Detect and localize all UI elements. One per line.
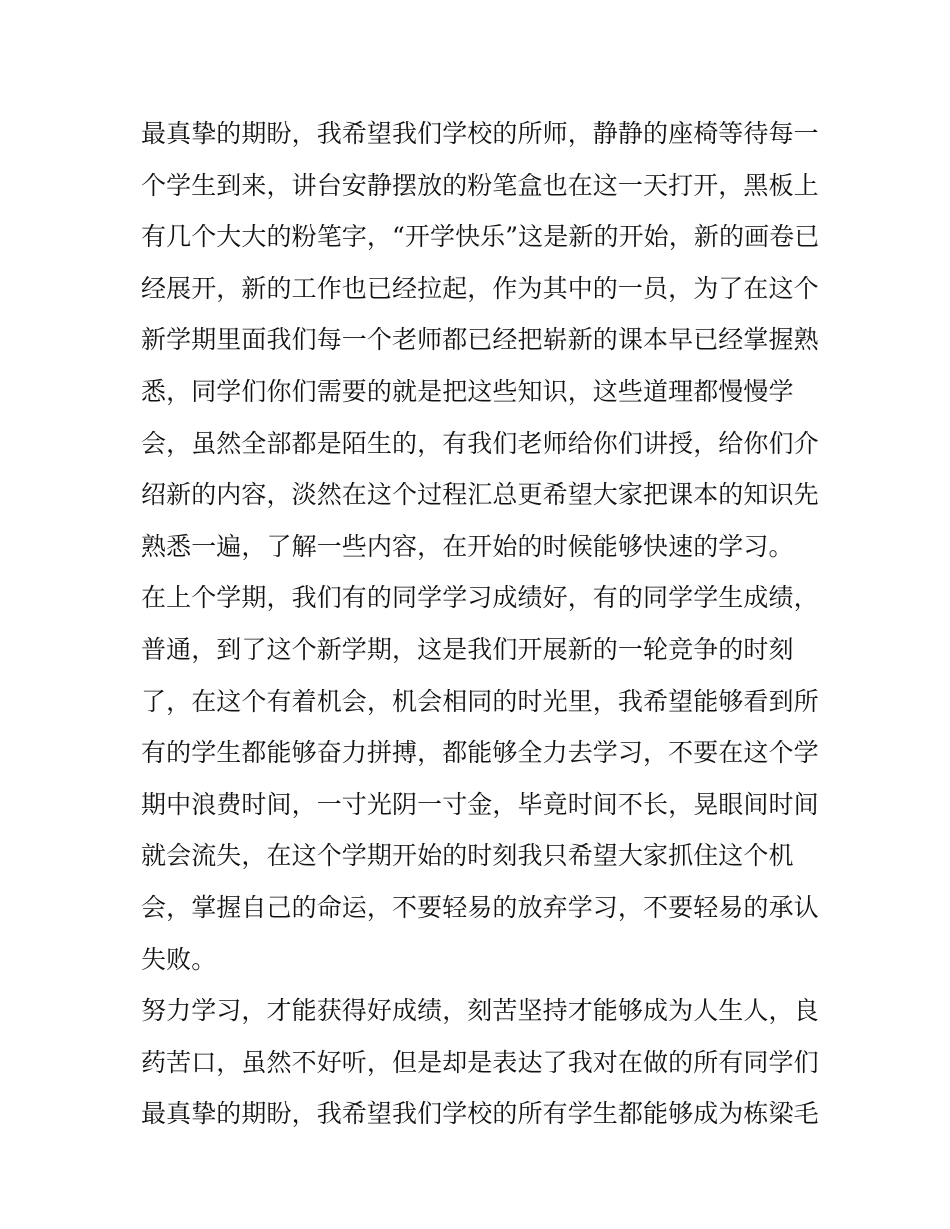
text-line: 绍新的内容，淡然在这个过程汇总更希望大家把课本的知识先 — [141, 480, 819, 510]
text-line: 失败。 — [141, 944, 217, 974]
text-line: 最真挚的期盼，我希望我们学校的所有学生都能够成为栋梁毛 — [141, 1099, 819, 1129]
text-line: 有的学生都能够奋力拼搏，都能够全力去学习，不要在这个学 — [141, 738, 819, 768]
text-line: 个学生到来，讲台安静摆放的粉笔盒也在这一天打开，黑板上 — [141, 170, 819, 200]
text-line: 努力学习，才能获得好成绩，刻苦坚持才能够成为人生人，良 — [141, 996, 819, 1026]
text-line: 新学期里面我们每一个老师都已经把崭新的课本早已经掌握熟 — [141, 325, 819, 355]
text-line: 最真挚的期盼，我希望我们学校的所师，静静的座椅等待每一 — [141, 119, 819, 148]
text-line: 有几个大大的粉笔字，“开学快乐”这是新的开始，新的画卷已 — [141, 222, 820, 252]
text-line: 会，掌握自己的命运，不要轻易的放弃学习，不要轻易的承认 — [141, 892, 819, 922]
text-line: 普通，到了这个新学期，这是我们开展新的一轮竞争的时刻 — [141, 634, 794, 664]
text-line: 期中浪费时间，一寸光阴一寸金，毕竟时间不长，晃眼间时间 — [141, 789, 819, 819]
text-line: 熟悉一遍，了解一些内容，在开始的时候能够快速的学习。 — [141, 531, 794, 561]
text-line: 就会流失，在这个学期开始的时刻我只希望大家抓住这个机 — [141, 841, 794, 871]
text-line: 在上个学期，我们有的同学学习成绩好，有的同学学生成绩， — [141, 583, 819, 613]
text-line: 悉，同学们你们需要的就是把这些知识，这些道理都慢慢学 — [141, 376, 794, 406]
text-line: 药苦口，虽然不好听，但是却是表达了我对在做的所有同学们 — [141, 1047, 819, 1077]
text-line: 了，在这个有着机会，机会相同的时光里，我希望能够看到所 — [141, 686, 819, 716]
document-body — [141, 108, 821, 1140]
text-line: 会，虽然全部都是陌生的，有我们老师给你们讲授，给你们介 — [141, 428, 819, 458]
text-line: 经展开，新的工作也已经拉起，作为其中的一员，为了在这个 — [141, 273, 819, 303]
